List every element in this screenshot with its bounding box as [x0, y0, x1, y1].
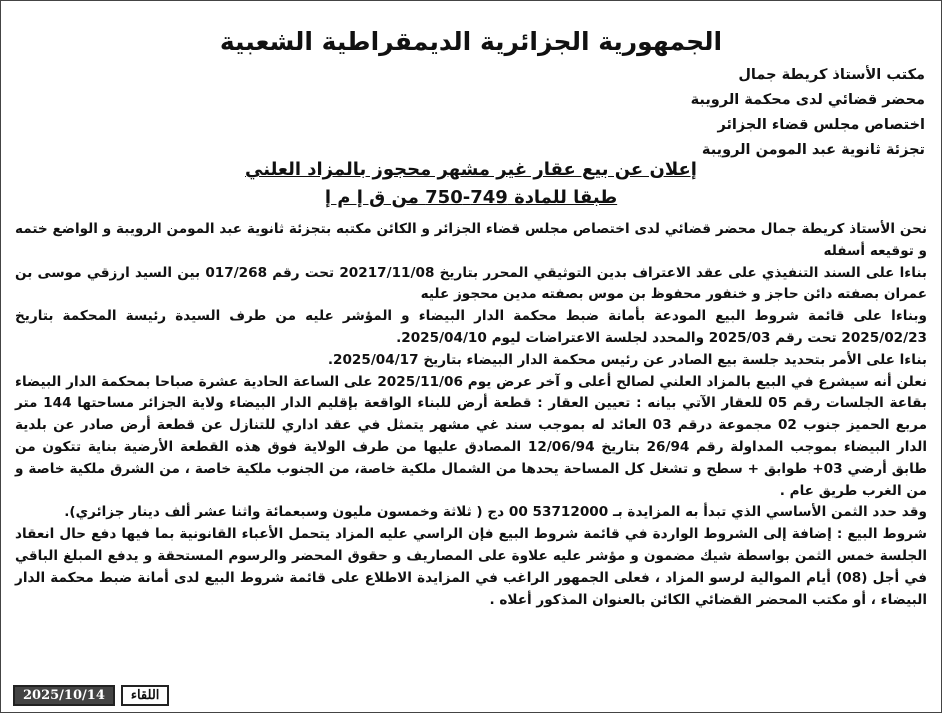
publication-footer	[13, 685, 169, 706]
bailiff-office-header	[691, 63, 925, 163]
republic-heading: الجمهورية الجزائرية الديمقراطية الشعبية	[219, 27, 723, 56]
newspaper-name: اللقاء	[121, 685, 170, 706]
paragraph-conditions-list: وبناءا على قائمة شروط البيع المودعة بأمانة ضبط محكمة الدار البيضاء و المؤشر عليه من طرف السيدة رئيسة المحكمة بتاريخ 2025/02/23 تحت رقم 2025/03 والمحدد لجلسة الاعتراضات ليوم 2025/04/10.	[15, 308, 927, 346]
paragraph-introduction: نحن الأستاذ كريطة جمال محضر قضائي لدى اختصاص مجلس قضاء الجزائر و الكائن مكتبه بتجزئة ثانوية عبد المومن الرويبة و الواضع ختمه و توقيعه أسفله	[15, 221, 927, 259]
header-line-office: مكتب الأستاذ كريطة جمال	[738, 67, 925, 83]
paragraph-enforcement-title: بناءا على السند التنفيذي على عقد الاعتراف بدين التوثيقي المحرر بتاريخ 20217/11/08 تحت رقم 017/268 بين السيد ارزقي موسى بن عمران بصفته دائن حاجز و خنفور محفوظ بن موس بصفته مدين محجوز عليه	[15, 264, 927, 303]
notice-title: إعلان عن بيع عقار غير مشهر محجوز بالمزاد العلني	[245, 159, 697, 180]
publication-date: 2025/10/14	[13, 685, 115, 706]
header-line-court: محضر قضائي لدى محكمة الرويبة	[690, 92, 925, 108]
paragraph-sale-order: بناءا على الأمر بتحديد جلسة بيع الصادر عن رئيس محكمة الدار البيضاء بتاريخ 2025/04/17.	[327, 351, 927, 368]
notice-subtitle: طبقا للمادة 749-750 من ق إ م إ	[324, 187, 618, 208]
header-line-address: تجزئة ثانوية عبد المومن الرويبة	[701, 142, 925, 158]
notice-body	[15, 219, 927, 611]
paragraph-base-price: وقد حدد الثمن الأساسي الذي تبدأ به المزايدة بـ 53712000 00 دج ( ثلاثة وخمسون مليون وسبعمائة واثنا عشر ألف دينار جزائري).	[64, 504, 927, 521]
paragraph-sale-conditions: شروط البيع : إضافة إلى الشروط الواردة في قائمة شروط البيع فإن الراسي عليه المزاد يتحمل الأعباء القانونية بما فيها دفع حال انعقاد الجلسة خمس الثمن بواسطة شيك مضمون و مؤشر عليه علاوة على المصاريف و حقوق المحضر والرسوم المستحقة و يدفع المبلغ الباقي في أجل (08) أيام الموالية لرسو المزاد ، فعلى الجمهور الراغب في المزايدة الاطلاع على قائمة شروط البيع لدى أمانة ضبط محكمة الدار البيضاء ، أو مكتب المحضر القضائي الكائن بالعنوان المذكور أعلاه .	[15, 526, 927, 608]
paragraph-property-description: نعلن أنه سيشرع في البيع بالمزاد العلني لصالح أعلى و آخر عرض يوم 2025/11/06 على الساعة الحادية عشرة صباحا بمحكمة الدار البيضاء بقاعة الجلسات رقم 05 للعقار الآتي بيانه : تعيين العقار : قطعة أرض للبناء الواقعة بإقليم الدار البيضاء ولاية الجزائر مساحتها 144 متر مربع الحميز جنوب 02 مجموعة درقم 03 العائد له بموجب سند غي مشهر يتمثل في عقد اداري للتنازل عن قطعة أرض صادر عن بلدية الدار البيضاء بموجب المداولة رقم 26/94 بتاريخ 12/06/94 المصادق عليها من طرف الولاية فوق هذه القطعة الأرضية بناية تتكون من طابق أرضي 03+ طوابق + سطح و تشغل كل المساحة يحدها من الشمال ملكية خاصة، من الجنوب ملكية خاصة ، من الشرق ملكية خاصة و من الغرب طريق عام .	[15, 373, 928, 499]
header-line-jurisdiction: اختصاص مجلس قضاء الجزائر	[717, 117, 925, 133]
